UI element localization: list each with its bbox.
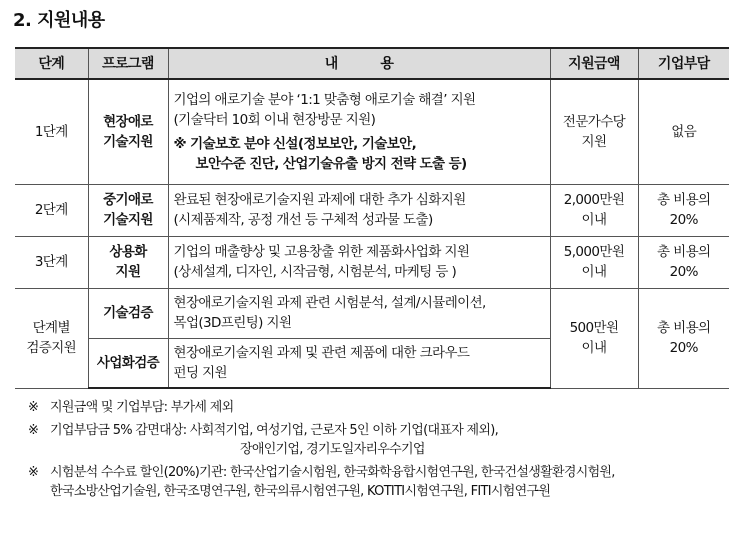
note-mark: ※ bbox=[28, 423, 39, 438]
stage-cell: 단계별 검증지원 bbox=[15, 288, 88, 388]
program-cell: 중기애로 기술지원 bbox=[88, 184, 168, 236]
content-cell: 완료된 현장애로기술지원 과제에 대한 추가 심화지원 (시제품제작, 공정 개선 등 구체적 성과물 도출) bbox=[168, 184, 550, 236]
header-stage: 단계 bbox=[15, 48, 88, 79]
program-cell: 상용화 지원 bbox=[88, 236, 168, 288]
section-heading: 2. 지원내용 bbox=[13, 10, 105, 31]
amount-cell: 2,000만원 이내 bbox=[550, 184, 638, 236]
burden-cell: 없음 bbox=[638, 79, 729, 184]
note-mark: ※ bbox=[28, 465, 39, 480]
program-cell: 기술검증 bbox=[88, 288, 168, 338]
header-content: 내 용 bbox=[168, 48, 550, 79]
stage-cell: 3단계 bbox=[15, 236, 88, 288]
table-row bbox=[15, 236, 729, 288]
content-cell: 현장애로기술지원 과제 및 관련 제품에 대한 크라우드 펀딩 지원 bbox=[168, 338, 550, 388]
table-row bbox=[15, 288, 729, 338]
support-content-table bbox=[15, 47, 729, 389]
content-cell: 기업의 매출향상 및 고용창출 위한 제품화사업화 지원 (상세설계, 디자인, 시작금형, 시험분석, 마케팅 등 ) bbox=[168, 236, 550, 288]
burden-cell: 총 비용의 20% bbox=[638, 236, 729, 288]
program-cell: 현장애로 기술지원 bbox=[88, 79, 168, 184]
stage-cell: 1단계 bbox=[15, 79, 88, 184]
burden-cell: 총 비용의 20% bbox=[638, 288, 729, 388]
table-row bbox=[15, 79, 729, 184]
amount-cell: 500만원 이내 bbox=[550, 288, 638, 388]
footnote: ※ 지원금액 및 기업부담: 부가세 제외 bbox=[28, 400, 234, 415]
burden-cell: 총 비용의 20% bbox=[638, 184, 729, 236]
table-row bbox=[15, 184, 729, 236]
stage-cell: 2단계 bbox=[15, 184, 88, 236]
table-header-row bbox=[15, 48, 729, 79]
footnote: ※ 기업부담금 5% 감면대상: 사회적기업, 여성기업, 근로자 5인 이하 기업(대표자 제외), 장애인기업, 경기도일자리우수기업 bbox=[28, 423, 499, 457]
header-burden: 기업부담 bbox=[638, 48, 729, 79]
content-cell: 기업의 애로기술 분야 ‘1:1 맞춤형 애로기술 해결’ 지원 (기술닥터 10회 이내 현장방문 지원) ※ 기술보호 분야 신설(정보보안, 기술보안, 보안수준 진단, 산업기술유출 방지 전략 도출 등) bbox=[168, 79, 550, 184]
header-amount: 지원금액 bbox=[550, 48, 638, 79]
amount-cell: 5,000만원 이내 bbox=[550, 236, 638, 288]
content-cell: 현장애로기술지원 과제 관련 시험분석, 설계/시뮬레이션, 목업(3D프린팅) 지원 bbox=[168, 288, 550, 338]
header-program: 프로그램 bbox=[88, 48, 168, 79]
footnotes bbox=[28, 398, 733, 505]
note-mark: ※ bbox=[28, 400, 39, 415]
footnote: ※ 시험분석 수수료 할인(20%)기관: 한국산업기술시험원, 한국화학융합시험연구원, 한국건설생활환경시험원, 한국소방산업기술원, 한국조명연구원, 한국의류시험연구원, KOTITI시험연구원, FITI시험연구원 bbox=[28, 465, 615, 499]
amount-cell: 전문가수당 지원 bbox=[550, 79, 638, 184]
program-cell: 사업화검증 bbox=[88, 338, 168, 388]
